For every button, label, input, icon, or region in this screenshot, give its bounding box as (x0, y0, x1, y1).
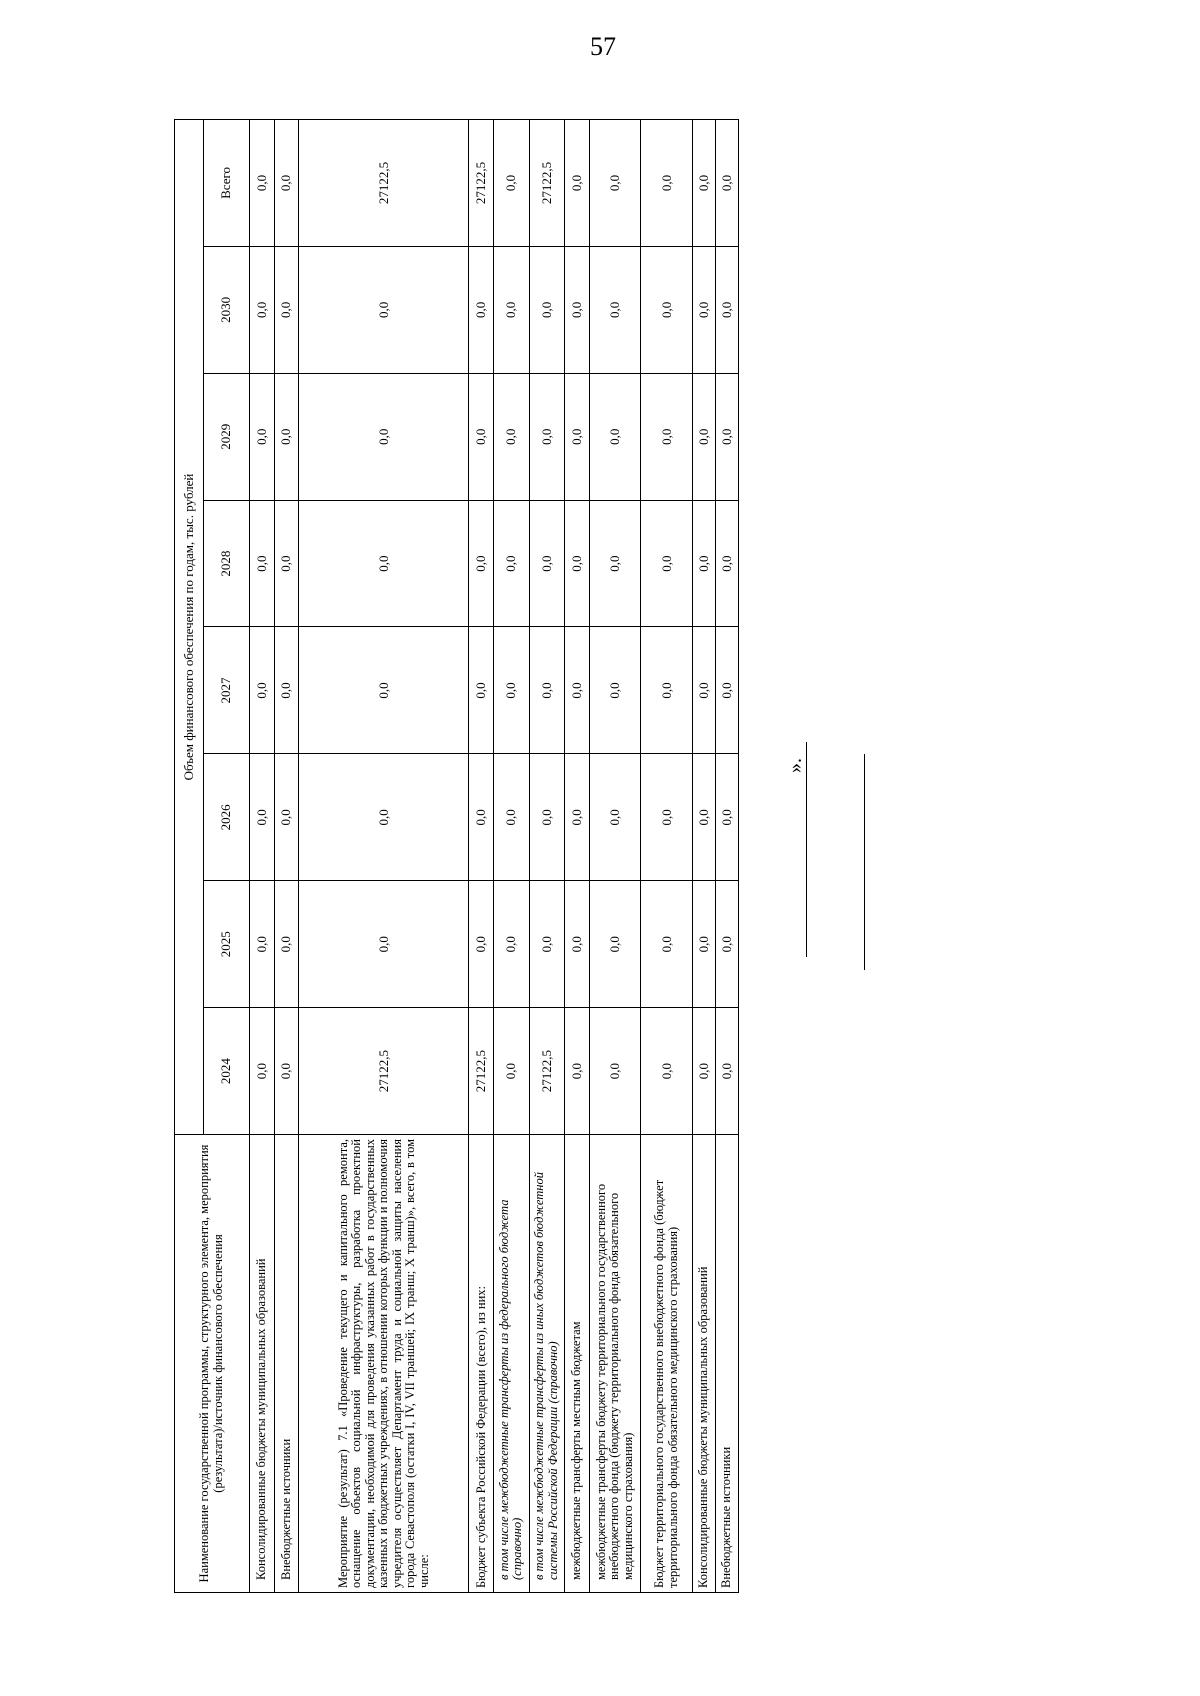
cell-value: 0,0 (589, 246, 641, 373)
cell-value: 0,0 (641, 500, 693, 627)
cell-value: 0,0 (529, 881, 564, 1008)
cell-value: 0,0 (716, 120, 739, 247)
cell-value: 0,0 (529, 627, 564, 754)
cell-value: 0,0 (564, 500, 589, 627)
cell-value: 0,0 (641, 754, 693, 881)
cell-value: 0,0 (716, 881, 739, 1008)
cell-value: 0,0 (716, 500, 739, 627)
header-year: 2030 (204, 246, 250, 373)
cell-value: 0,0 (494, 754, 529, 881)
cell-value: 0,0 (564, 627, 589, 754)
cell-value: 0,0 (693, 500, 716, 627)
row-label: Внебюджетные источники (716, 1135, 739, 1593)
header-year: 2025 (204, 881, 250, 1008)
cell-value: 0,0 (693, 881, 716, 1008)
cell-value: 0,0 (274, 120, 299, 247)
header-name-column: Наименование государственной программы, структурного элемента, мероприятия (результата)/источник финансового обеспечения (175, 1135, 250, 1593)
table-row (529, 120, 564, 1593)
cell-value: 0,0 (589, 627, 641, 754)
cell-value: 0,0 (529, 373, 564, 500)
closing-rule-line (806, 742, 807, 957)
cell-value: 27122,5 (469, 120, 494, 247)
cell-value: 0,0 (299, 754, 469, 881)
financing-table (174, 119, 739, 1593)
cell-value: 0,0 (274, 500, 299, 627)
row-label: Консолидированные бюджеты муниципальных образований (693, 1135, 716, 1593)
closing-quote-mark: ». (784, 758, 806, 773)
row-label: Бюджет субъекта Российской Федерации (всего), из них: (469, 1135, 494, 1593)
cell-value: 0,0 (494, 373, 529, 500)
cell-value: 0,0 (469, 246, 494, 373)
cell-value: 27122,5 (529, 1008, 564, 1135)
cell-value: 0,0 (299, 246, 469, 373)
header-year: 2028 (204, 500, 250, 627)
cell-value: 0,0 (641, 881, 693, 1008)
row-label: межбюджетные трансферты бюджету территориального государственного внебюджетного фонда (бюджету территориального фонда обязательного медицинского страхования) (589, 1135, 641, 1593)
cell-value: 0,0 (693, 754, 716, 881)
cell-value: 0,0 (249, 754, 274, 881)
cell-value: 0,0 (693, 1008, 716, 1135)
cell-value: 0,0 (274, 246, 299, 373)
cell-value: 27122,5 (529, 120, 564, 247)
cell-value: 0,0 (249, 120, 274, 247)
row-label: в том числе межбюджетные трансферты из иных бюджетов бюджетной системы Российской Федерации (справочно) (529, 1135, 564, 1593)
closing-rule-line (864, 754, 865, 970)
table-row (716, 120, 739, 1593)
cell-value: 0,0 (249, 373, 274, 500)
cell-value: 0,0 (529, 246, 564, 373)
cell-value: 0,0 (249, 627, 274, 754)
page-number: 57 (590, 32, 616, 61)
cell-value: 0,0 (693, 627, 716, 754)
cell-value: 0,0 (494, 500, 529, 627)
cell-value: 0,0 (469, 627, 494, 754)
cell-value: 0,0 (641, 1008, 693, 1135)
header-year: 2024 (204, 1008, 250, 1135)
cell-value: 27122,5 (299, 1008, 469, 1135)
cell-value: 0,0 (641, 246, 693, 373)
cell-value: 0,0 (589, 1008, 641, 1135)
table-row (589, 120, 641, 1593)
cell-value: 0,0 (693, 246, 716, 373)
cell-value: 0,0 (469, 500, 494, 627)
cell-value: 0,0 (564, 246, 589, 373)
cell-value: 0,0 (494, 246, 529, 373)
cell-value: 0,0 (693, 373, 716, 500)
cell-value: 0,0 (641, 373, 693, 500)
cell-value: 0,0 (494, 881, 529, 1008)
cell-value: 0,0 (249, 246, 274, 373)
cell-value: 0,0 (529, 500, 564, 627)
cell-value: 0,0 (274, 754, 299, 881)
cell-value: 0,0 (589, 120, 641, 247)
cell-value: 0,0 (716, 627, 739, 754)
cell-value: 0,0 (494, 627, 529, 754)
header-group: Объем финансового обеспечения по годам, тыс. рублей (175, 120, 204, 1135)
rotated-table-wrapper (174, 119, 739, 1593)
table-row (249, 120, 274, 1593)
table-row (641, 120, 693, 1593)
cell-value: 0,0 (274, 1008, 299, 1135)
cell-value: 0,0 (589, 373, 641, 500)
cell-value: 0,0 (589, 500, 641, 627)
header-total: Всего (204, 120, 250, 247)
cell-value: 0,0 (299, 500, 469, 627)
table-row (299, 120, 469, 1593)
cell-value: 0,0 (249, 881, 274, 1008)
cell-value: 0,0 (716, 373, 739, 500)
cell-value: 0,0 (529, 754, 564, 881)
cell-value: 0,0 (564, 1008, 589, 1135)
cell-value: 0,0 (564, 120, 589, 247)
cell-value: 0,0 (469, 881, 494, 1008)
row-label: межбюджетные трансферты местным бюджетам (564, 1135, 589, 1593)
header-year: 2026 (204, 754, 250, 881)
row-label: Мероприятие (результат) 7.1 «Проведение текущего и капитального ремонта, оснащение объектов социальной инфраструктуры, разработка проектной документации, необходимой для проведения указанных работ в государственных казенных и бюджетных учреждениях, в отношении которых функции и полномочия учредителя осуществляет Департамент труда и социальной защиты населения города Севастополя (остатки I, IV, VII траншей; IX транш; X транш)», всего, в том числе: (299, 1135, 469, 1593)
cell-value: 0,0 (249, 1008, 274, 1135)
cell-value: 27122,5 (299, 120, 469, 247)
header-year: 2027 (204, 627, 250, 754)
cell-value: 0,0 (589, 754, 641, 881)
cell-value: 0,0 (299, 881, 469, 1008)
cell-value: 0,0 (564, 373, 589, 500)
cell-value: 0,0 (274, 373, 299, 500)
cell-value: 0,0 (641, 120, 693, 247)
cell-value: 0,0 (716, 1008, 739, 1135)
table-row (274, 120, 299, 1593)
cell-value: 0,0 (299, 373, 469, 500)
cell-value: 27122,5 (469, 1008, 494, 1135)
cell-value: 0,0 (249, 500, 274, 627)
cell-value: 0,0 (469, 754, 494, 881)
cell-value: 0,0 (494, 120, 529, 247)
row-label: Консолидированные бюджеты муниципальных образований (249, 1135, 274, 1593)
cell-value: 0,0 (589, 881, 641, 1008)
cell-value: 0,0 (693, 120, 716, 247)
row-label: Внебюджетные источники (274, 1135, 299, 1593)
cell-value: 0,0 (641, 627, 693, 754)
cell-value: 0,0 (274, 627, 299, 754)
cell-value: 0,0 (716, 754, 739, 881)
table-row (494, 120, 529, 1593)
row-label: Бюджет территориального государственного внебюджетного фонда (бюджет территориального фонда обязательного медицинского страхования) (641, 1135, 693, 1593)
table-row (564, 120, 589, 1593)
cell-value: 0,0 (716, 246, 739, 373)
cell-value: 0,0 (299, 627, 469, 754)
cell-value: 0,0 (494, 1008, 529, 1135)
cell-value: 0,0 (274, 881, 299, 1008)
table-row (469, 120, 494, 1593)
cell-value: 0,0 (469, 373, 494, 500)
header-year: 2029 (204, 373, 250, 500)
row-label: в том числе межбюджетные трансферты из федерального бюджета (справочно) (494, 1135, 529, 1593)
cell-value: 0,0 (564, 881, 589, 1008)
cell-value: 0,0 (564, 754, 589, 881)
table-row (693, 120, 716, 1593)
